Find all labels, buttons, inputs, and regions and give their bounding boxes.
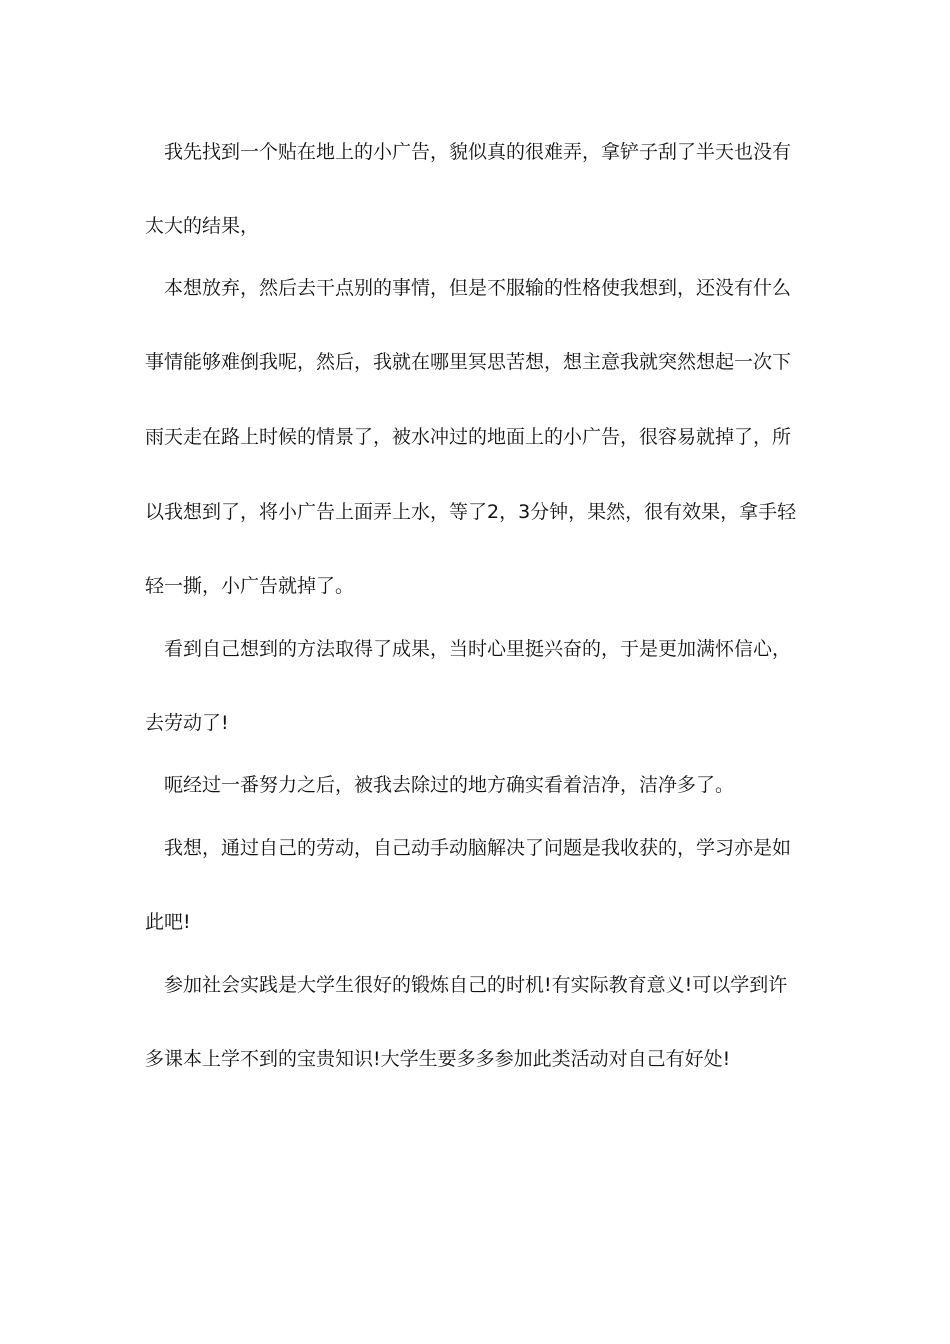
paragraph-6-line-2: 多课本上学不到的宝贵知识!大学生要多多参加此类活动对自己有好处!	[145, 1048, 731, 1070]
paragraph-1-line-1: 我先找到一个贴在地上的小广告，貌似真的很难弄，拿铲子刮了半天也没有	[164, 141, 792, 163]
paragraph-3-line-2: 去劳动了!	[145, 712, 229, 734]
paragraph-5-line-2: 此吧!	[145, 911, 191, 933]
paragraph-2-line-2: 事情能够难倒我呢，然后，我就在哪里冥思苦想，想主意我就突然想起一次下	[145, 351, 792, 373]
paragraph-1-line-2: 太大的结果，	[145, 215, 260, 237]
paragraph-6-line-1: 参加社会实践是大学生很好的锻炼自己的时机!有实际教育意义!可以学到许	[164, 974, 788, 996]
paragraph-2-line-4: 以我想到了，将小广告上面弄上水，等了2，3分钟，果然，很有效果，拿手轻	[145, 501, 797, 523]
paragraph-2-line-3: 雨天走在路上时候的情景了，被水冲过的地面上的小广告，很容易就掉了，所	[145, 426, 792, 448]
paragraph-2-line-5: 轻一撕，小广告就掉了。	[145, 575, 355, 597]
paragraph-3-line-1: 看到自己想到的方法取得了成果，当时心里挺兴奋的，于是更加满怀信心，	[164, 638, 792, 660]
paragraph-2-line-1: 本想放弃，然后去干点别的事情，但是不服输的性格使我想到，还没有什么	[164, 277, 792, 299]
paragraph-4-line-1: 呃经过一番努力之后，被我去除过的地方确实看着洁净，洁净多了。	[164, 774, 735, 796]
paragraph-5-line-1: 我想，通过自己的劳动，自己动手动脑解决了问题是我收获的，学习亦是如	[164, 837, 792, 859]
